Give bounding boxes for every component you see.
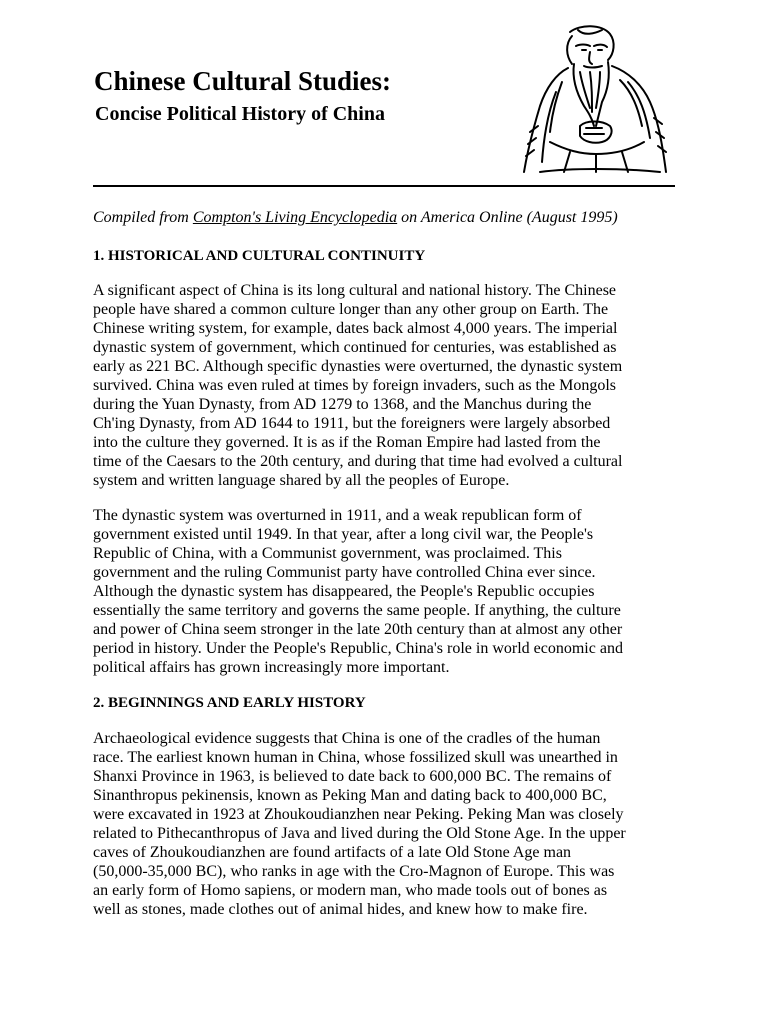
text-line: and power of China seem stronger in the late 20th century than at almost any other (93, 621, 623, 638)
section-1-heading: 1. HISTORICAL AND CULTURAL CONTINUITY (93, 248, 426, 264)
section-2-paragraph-1 (93, 729, 683, 919)
text-line: essentially the same territory and governs the same people. If anything, the culture (93, 602, 621, 619)
section-1-paragraph-1 (93, 281, 683, 490)
text-line: (50,000-35,000 BC), who ranks in age with the Cro-Magnon of Europe. This was (93, 863, 615, 880)
text-line: period in history. Under the People's Republic, China's role in world economic and (93, 640, 623, 657)
text-line: were excavated in 1923 at Zhoukoudianzhen near Peking. Peking Man was closely (93, 806, 624, 823)
section-2-heading: 2. BEGINNINGS AND EARLY HISTORY (93, 695, 366, 711)
text-line: people have shared a common culture longer than any other group on Earth. The (93, 301, 609, 318)
source-link[interactable]: Compton's Living Encyclopedia (192, 209, 398, 226)
text-line: during the Yuan Dynasty, from AD 1279 to 1368, and the Manchus during the (93, 396, 592, 413)
text-line: Ch'ing Dynasty, from AD 1644 to 1911, but the foreigners were largely absorbed (93, 415, 611, 432)
sage-portrait-icon (510, 22, 675, 177)
text-line: Archaeological evidence suggests that China is one of the cradles of the human (93, 730, 601, 747)
compiled-suffix: on America Online (August 1995) (397, 209, 618, 226)
compiled-prefix: Compiled from (93, 209, 193, 226)
text-line: Shanxi Province in 1963, is believed to date back to 600,000 BC. The remains of (93, 768, 612, 785)
text-line: government existed until 1949. In that year, after a long civil war, the People's (93, 526, 594, 543)
text-line: race. The earliest known human in China, whose fossilized skull was unearthed in (93, 749, 618, 766)
text-line: well as stones, made clothes out of animal hides, and knew how to make fire. (93, 901, 588, 918)
compiled-from-line (93, 207, 693, 229)
text-line: time of the Caesars to the 20th century, and during that time had evolved a cultural (93, 453, 623, 470)
section-1-paragraph-2 (93, 506, 683, 677)
text-line: into the culture they governed. It is as if the Roman Empire had lasted from the (93, 434, 601, 451)
text-line: Republic of China, with a Communist government, was proclaimed. This (93, 545, 562, 562)
header-divider (93, 185, 675, 187)
text-line: Although the dynastic system has disappeared, the People's Republic occupies (93, 583, 595, 600)
text-line: The dynastic system was overturned in 1911, and a weak republican form of (93, 507, 582, 524)
text-line: caves of Zhoukoudianzhen are found artifacts of a late Old Stone Age man (93, 844, 572, 861)
text-line: related to Pithecanthropus of Java and lived during the Old Stone Age. In the upper (93, 825, 626, 842)
text-line: A significant aspect of China is its long cultural and national history. The Chinese (93, 282, 617, 299)
document-title: Chinese Cultural Studies: (94, 66, 392, 96)
text-line: political affairs has grown increasingly more important. (93, 659, 450, 676)
text-line: Sinanthropus pekinensis, known as Peking Man and dating back to 400,000 BC, (93, 787, 607, 804)
text-line: system and written language shared by all the peoples of Europe. (93, 472, 510, 489)
text-line: Chinese writing system, for example, dates back almost 4,000 years. The imperial (93, 320, 618, 337)
text-line: an early form of Homo sapiens, or modern man, who made tools out of bones as (93, 882, 608, 899)
text-line: early as 221 BC. Although specific dynasties were overturned, the dynastic system (93, 358, 623, 375)
text-line: survived. China was even ruled at times by foreign invaders, such as the Mongols (93, 377, 616, 394)
document-subtitle: Concise Political History of China (95, 103, 385, 125)
text-line: dynastic system of government, which continued for centuries, was established as (93, 339, 617, 356)
text-line: government and the ruling Communist party have controlled China ever since. (93, 564, 596, 581)
